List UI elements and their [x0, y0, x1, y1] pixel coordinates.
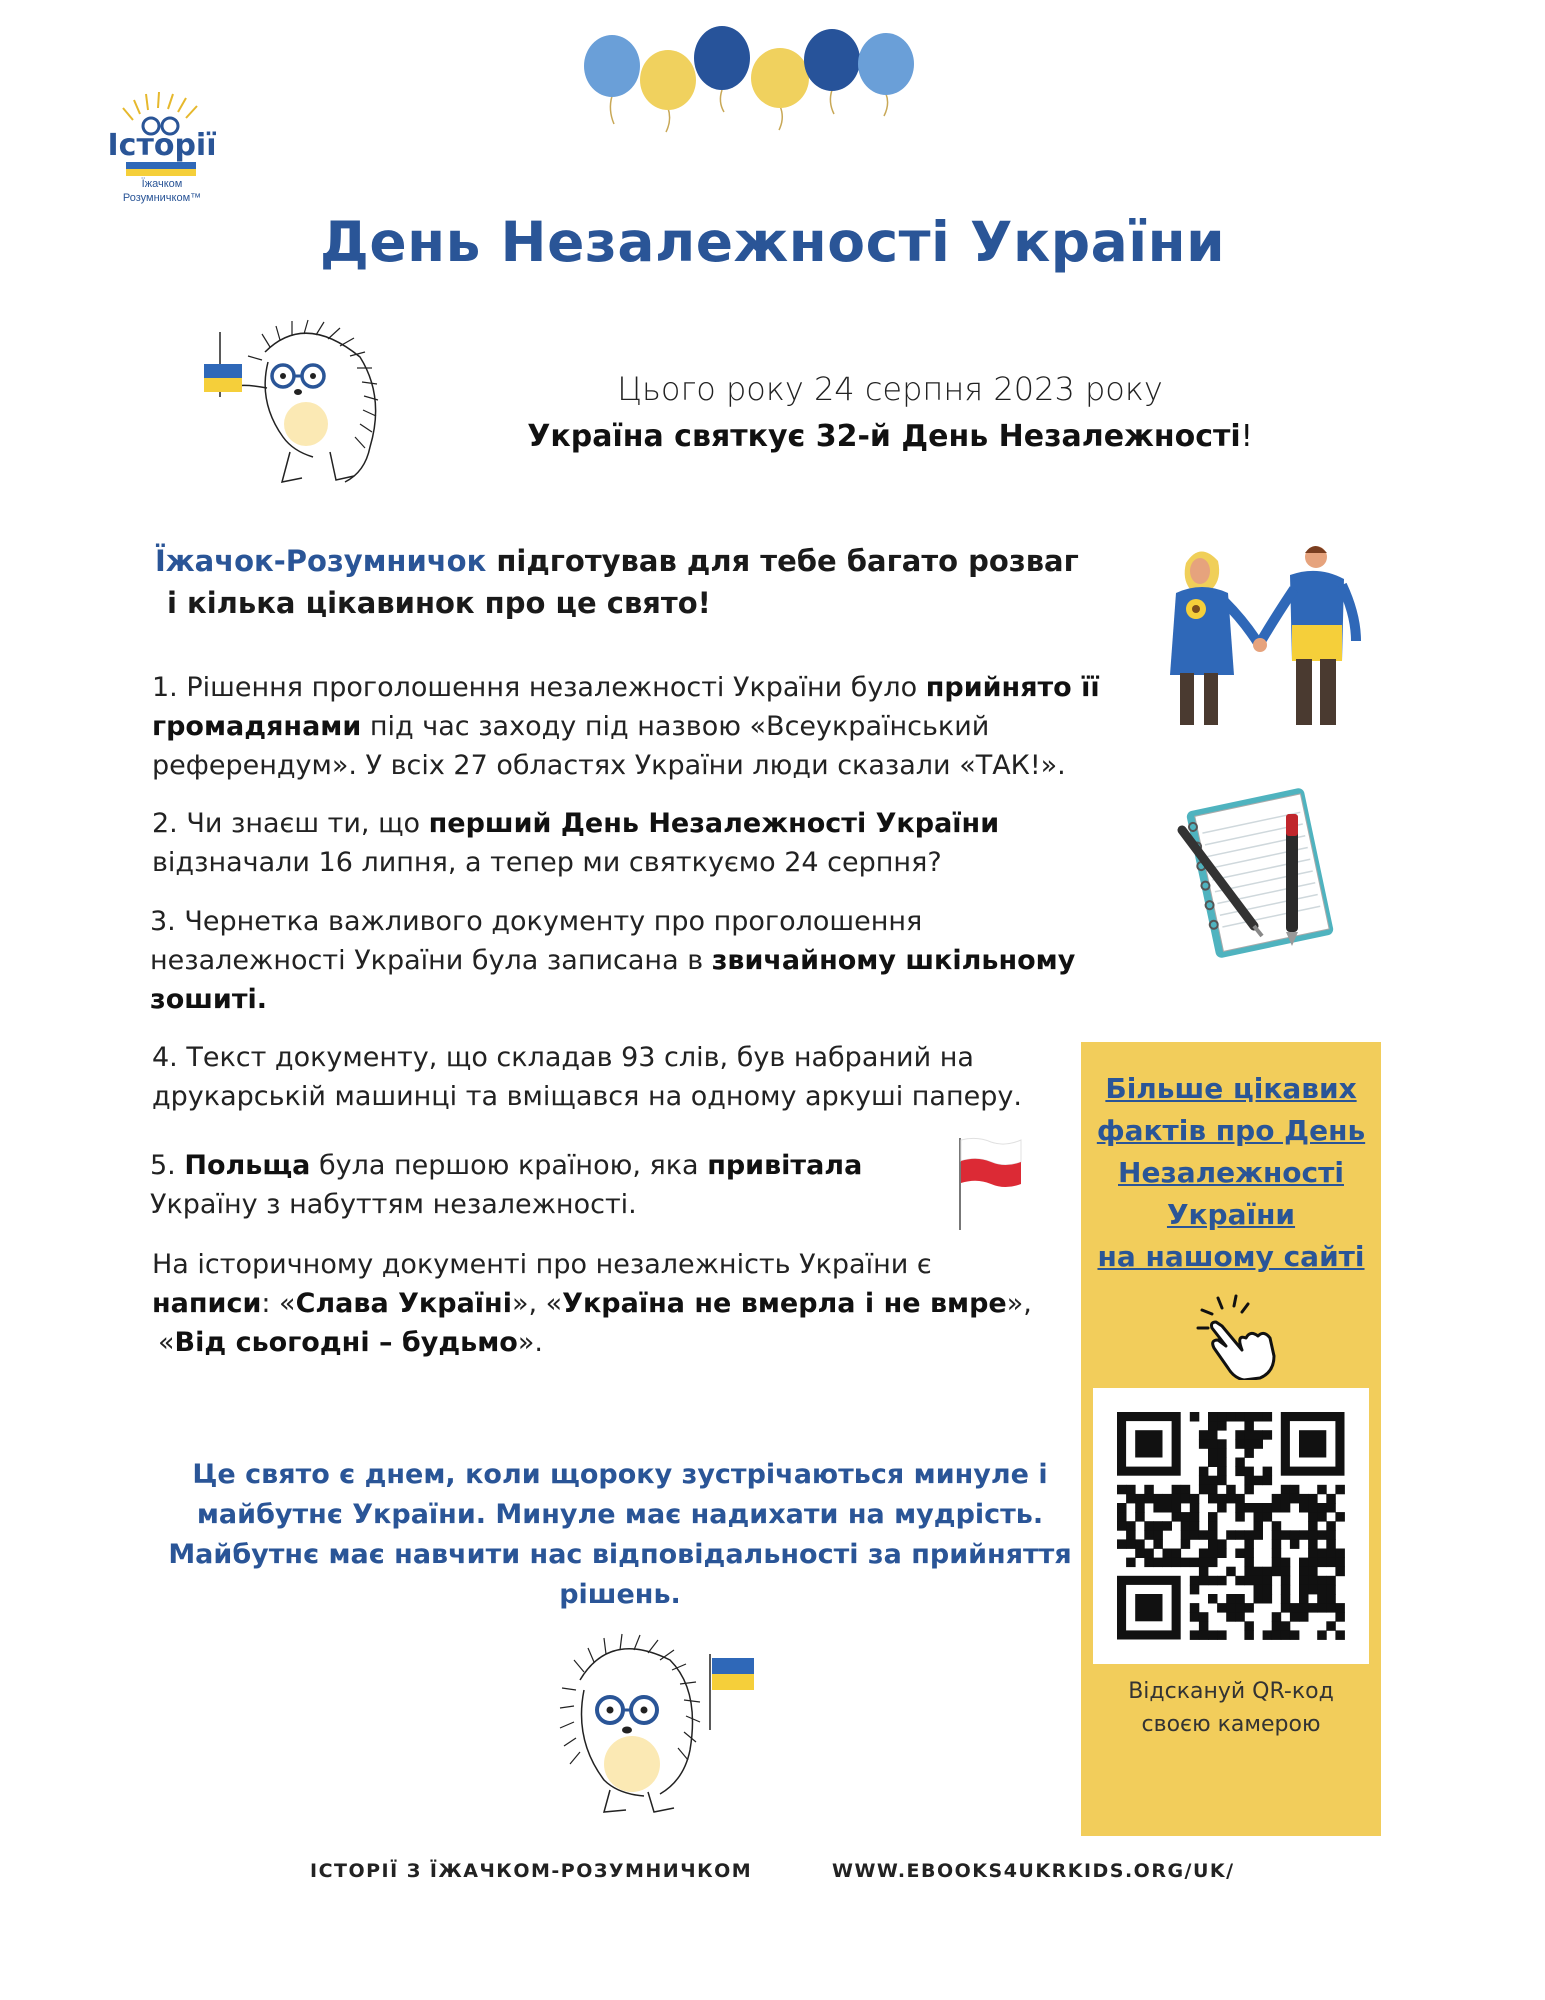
scan-line1: Відскануй QR-код — [1128, 1679, 1334, 1704]
inscriptions-open3: « — [158, 1327, 175, 1358]
intro-line2-end: ! — [1240, 419, 1253, 454]
lead-text — [155, 540, 1115, 624]
logo-word: Історії — [107, 128, 217, 163]
more-facts-line1[interactable]: Більше цікавих — [1105, 1072, 1357, 1105]
page-title: День Незалежності України — [319, 210, 1226, 274]
fact-4-text: 4. Текст документу, що складав 93 слів, був набраний на друкарській машинці та вміщався на одному аркуші паперу. — [152, 1042, 1022, 1112]
more-facts-line4[interactable]: України — [1166, 1198, 1296, 1231]
fact-1-text: 1. Рішення проголошення незалежності України було — [152, 672, 926, 703]
closing-message: Це свято є днем, коли щороку зустрічаються минуле і майбутнє України. Минуле має надихати на мудрість. Майбутнє має навчити нас відповідальності за прийняття рішень. — [168, 1459, 1072, 1610]
intro-text — [420, 365, 1360, 461]
more-facts-line5[interactable]: на нашому сайті — [1097, 1240, 1365, 1273]
footer-website-link[interactable]: WWW.EBOOKS4UKRKIDS.ORG/UK/ — [832, 1860, 1235, 1882]
fact-1-bold: прийнято її громадянами — [152, 672, 1100, 742]
fact-5-num: 5. — [150, 1150, 185, 1181]
inscriptions-sep1: », « — [511, 1288, 563, 1319]
fact-2-rest: відзначали 16 липня, а тепер ми святкуємо 24 серпня? — [152, 847, 942, 878]
fact-2 — [152, 804, 1052, 882]
inscriptions-colon: : « — [261, 1288, 296, 1319]
notebook-pens-illustration — [1170, 778, 1350, 968]
poland-flag-icon — [956, 1134, 1026, 1234]
scan-line2: своєю камерою — [1141, 1712, 1321, 1737]
fact-1-rest: під час заходу під назвою «Всеукраїнський референдум». У всіх 27 областях України люди сказали «ТАК!». — [152, 711, 1066, 781]
fact-5-bold1: Польща — [184, 1150, 311, 1181]
fact-5 — [150, 1146, 890, 1224]
balloons-decoration — [570, 20, 930, 140]
fact-5-text: була першою країною, яка — [310, 1150, 708, 1181]
inscription-2: Україна не вмерла і не вмре — [562, 1288, 1007, 1319]
inscription-3: Від сьогодні – будьмо — [174, 1327, 518, 1358]
inscriptions-label: написи — [152, 1288, 262, 1319]
logo — [96, 88, 228, 208]
more-facts-link[interactable] — [1081, 1068, 1381, 1278]
inscriptions-intro: На історичному документі про незалежність України є — [152, 1249, 932, 1280]
pointing-hand-icon — [1190, 1290, 1280, 1380]
fact-3-bold: звичайному шкільному зошиті. — [150, 945, 1076, 1015]
fact-1 — [152, 668, 1122, 785]
qr-code[interactable] — [1093, 1388, 1369, 1664]
logo-sub1: Їжачком — [141, 178, 183, 190]
inscription-1: Слава Україні — [295, 1288, 512, 1319]
holding-hands-illustration — [1160, 535, 1370, 735]
inscriptions-text — [152, 1245, 1052, 1362]
fact-3 — [150, 902, 1120, 1019]
fact-4 — [152, 1038, 1082, 1116]
lead-line2: і кілька цікавинок про це свято! — [167, 586, 711, 620]
qr-code-frame — [1093, 1388, 1369, 1664]
lead-name: Їжачок-Розумничок — [155, 544, 487, 578]
intro-line1: Цього року 24 серпня 2023 року — [617, 370, 1163, 408]
fact-2-bold: перший День Незалежності України — [428, 808, 1000, 839]
inscriptions-end: ». — [517, 1327, 543, 1358]
more-facts-line3[interactable]: Незалежності — [1118, 1156, 1344, 1189]
intro-line2 — [420, 413, 1360, 461]
more-facts-line2[interactable]: фактів про День — [1096, 1114, 1366, 1147]
inscriptions-sep2: », — [1006, 1288, 1032, 1319]
fact-2-text: 2. Чи знаєш ти, що — [152, 808, 429, 839]
fact-5-rest: Україну з набуттям незалежності. — [150, 1189, 637, 1220]
lead-rest: підготував для тебе багато розваг — [486, 544, 1079, 578]
hedgehog-flag-illustration-bottom — [540, 1620, 760, 1820]
footer-brand: ІСТОРІЇ З ЇЖАЧКОМ-РОЗУМНИЧКОМ — [310, 1860, 753, 1882]
logo-sub2: Розумничком™ — [122, 192, 202, 204]
fact-3-text: 3. Чернетка важливого документу про проголошення незалежності України була записана в — [150, 906, 923, 976]
scan-caption — [1081, 1675, 1381, 1741]
hedgehog-flag-illustration — [200, 312, 390, 490]
fact-5-bold2: привітала — [707, 1150, 863, 1181]
intro-line2-bold: Україна святкує 32-й День Незалежності — [527, 419, 1241, 454]
